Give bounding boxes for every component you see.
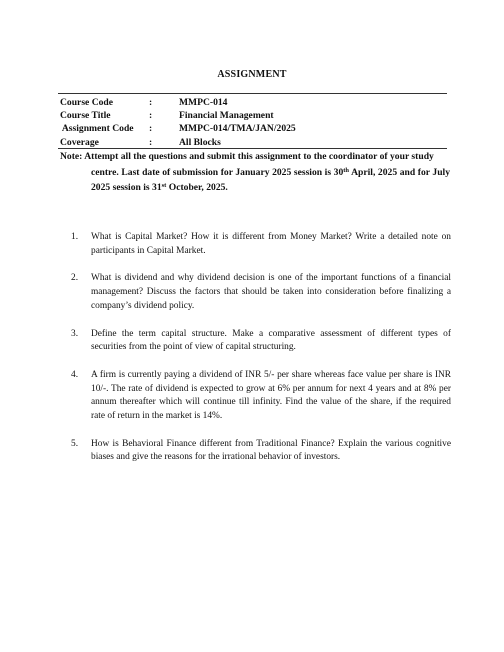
course-title-value: Financial Management [179, 110, 274, 122]
question-text: What is dividend and why dividend decision is one of the important functions of a financial management? Discuss the factors that should be taken into consideration before finalizing a company’s dividend policy. [91, 273, 451, 311]
question-number: 1. [71, 232, 79, 242]
top-divider [58, 93, 447, 94]
course-title-colon: : [149, 110, 153, 122]
note-line-1: Note: Attempt all the questions and submit this assignment to the coordinator of your study [60, 151, 434, 162]
question-text: Define the term capital structure. Make a comparative assessment of different types of securities from the point of view of capital structuring. [91, 328, 451, 353]
question-list [71, 231, 451, 479]
note-sup-st: st [161, 182, 167, 190]
question-text: A firm is currently paying a dividend of INR 5/- per share whereas face value per share is INR 10/-. The rate of dividend is expected to grow at 6% per annum for next 4 years and at 8% per annum thereafter which will continue till infinity. Find the value of the share, if the required rate of return in the market is 14%. [91, 369, 451, 422]
question-item [71, 369, 451, 424]
assignment-code-label: Assignment Code [60, 123, 134, 135]
question-number: 5. [71, 438, 79, 449]
question-item [71, 231, 451, 258]
question-item [71, 328, 451, 355]
question-number: 4. [71, 369, 79, 380]
note-sup-th: th [343, 166, 350, 174]
note-deadlines [60, 165, 450, 196]
question-text: What is Capital Market? How it is different from Money Market? Write a detailed note on participants in Capital Market. [91, 232, 451, 256]
note-text-c: October, 2025. [166, 182, 228, 194]
coverage-value: All Blocks [179, 136, 221, 148]
page-title: ASSIGNMENT [217, 69, 287, 80]
course-title-label: Course Title [60, 110, 111, 122]
course-code-value: MMPC-014 [179, 97, 228, 108]
submission-note [60, 149, 450, 196]
note-text-b: April, 2025 and for July 2025 session is 31 [91, 166, 450, 194]
course-code-label: Course Code [60, 97, 114, 108]
assignment-code-colon: : [149, 123, 153, 135]
coverage-colon: : [149, 136, 153, 148]
question-number: 3. [71, 328, 79, 339]
coverage-label: Coverage [60, 136, 99, 148]
question-item [71, 272, 451, 313]
question-text: How is Behavioral Finance different from Traditional Finance? Explain the various cognitive biases and give the reasons for the irrational behavior of investors. [91, 438, 451, 463]
assignment-code-value: MMPC-014/TMA/JAN/2025 [179, 123, 296, 135]
note-text-a: centre. Last date of submission for January 2025 session is 30 [91, 166, 344, 178]
course-code-colon: : [149, 97, 153, 108]
question-number: 2. [71, 273, 79, 284]
question-item [71, 438, 451, 465]
